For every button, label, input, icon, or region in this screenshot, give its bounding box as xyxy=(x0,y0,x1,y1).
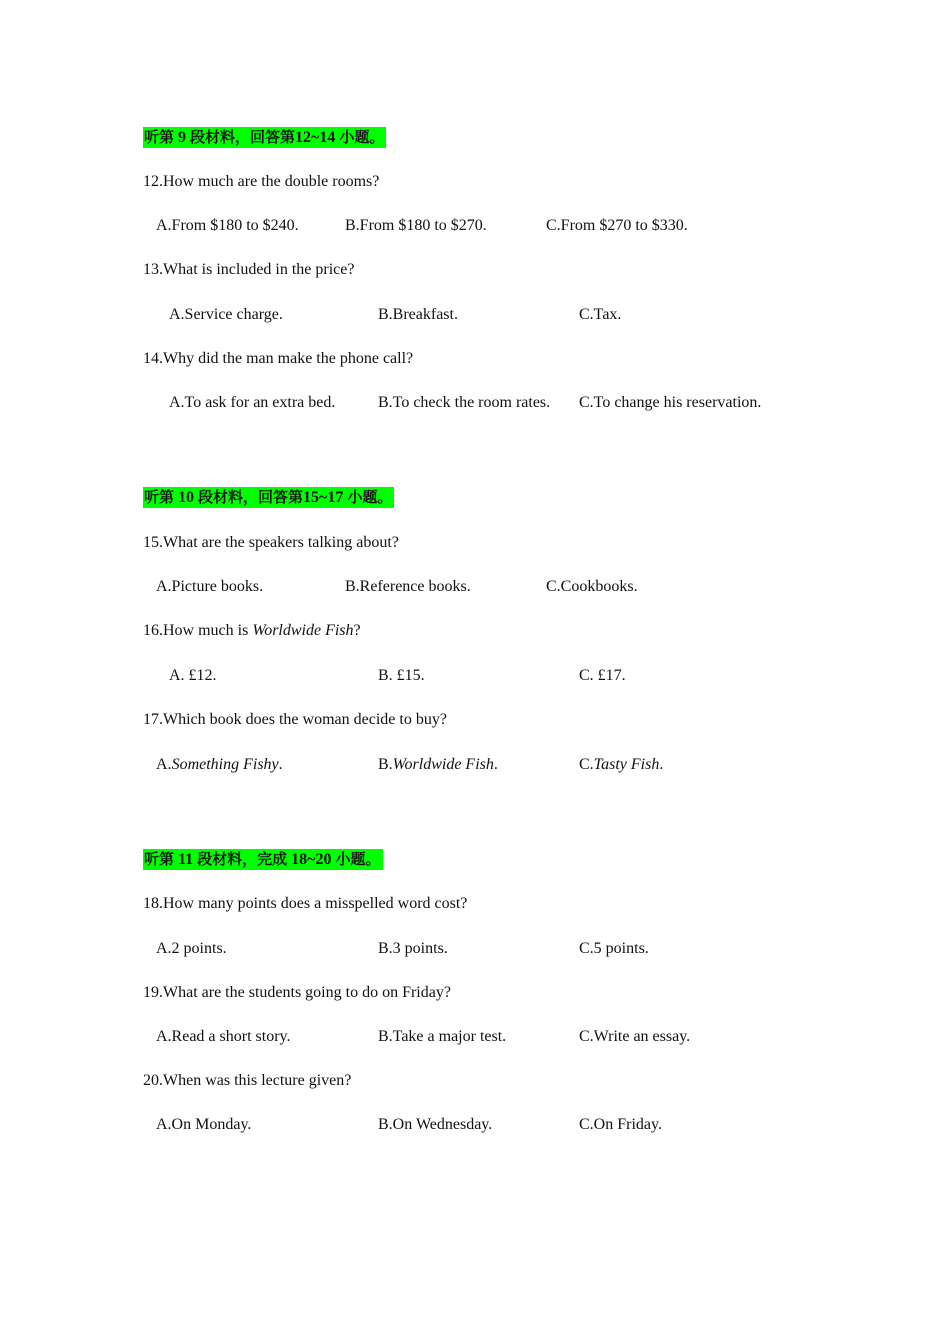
question-stem: 15.What are the speakers talking about? xyxy=(143,534,399,551)
option-b: B.On Wednesday. xyxy=(378,1116,493,1133)
option-a: A.Service charge. xyxy=(169,306,283,323)
option-a: A.Something Fishy. xyxy=(156,756,283,773)
question-stem: 14.Why did the man make the phone call? xyxy=(143,350,414,367)
option-b: B.Reference books. xyxy=(345,578,471,595)
option-c: C.Write an essay. xyxy=(579,1028,691,1045)
option-a: A.2 points. xyxy=(156,940,227,957)
option-b: B.To check the room rates. xyxy=(378,394,551,411)
option-a: A.From $180 to $240. xyxy=(156,217,299,234)
option-b: B.Worldwide Fish. xyxy=(378,756,498,773)
option-b: B.3 points. xyxy=(378,940,448,957)
option-c: C.Tasty Fish. xyxy=(579,756,664,773)
section-header: 听第 11 段材料，完成 18~20 小题。 xyxy=(144,850,381,868)
option-c: C.From $270 to $330. xyxy=(546,217,688,234)
option-a: A.On Monday. xyxy=(156,1116,252,1133)
question-stem: 18.How many points does a misspelled word cost? xyxy=(143,895,468,912)
option-c: C.Cookbooks. xyxy=(546,578,638,595)
option-b: B. £15. xyxy=(378,667,425,684)
question-stem: 16.How much is Worldwide Fish? xyxy=(143,622,361,639)
option-b: B.Take a major test. xyxy=(378,1028,507,1045)
option-c: C.5 points. xyxy=(579,940,649,957)
question-stem: 20.When was this lecture given? xyxy=(143,1072,352,1089)
option-b: B.Breakfast. xyxy=(378,306,458,323)
section-header: 听第 10 段材料，回答第15~17 小题。 xyxy=(144,488,393,506)
option-c: C.On Friday. xyxy=(579,1116,662,1133)
option-c: C. £17. xyxy=(579,667,626,684)
section-header: 听第 9 段材料，回答第12~14 小题。 xyxy=(144,128,385,146)
option-c: C.Tax. xyxy=(579,306,622,323)
option-a: A.Read a short story. xyxy=(156,1028,291,1045)
option-a: A.To ask for an extra bed. xyxy=(169,394,336,411)
option-a: A.Picture books. xyxy=(156,578,264,595)
question-stem: 19.What are the students going to do on Friday? xyxy=(143,984,451,1001)
option-c: C.To change his reservation. xyxy=(579,394,762,411)
question-stem: 13.What is included in the price? xyxy=(143,261,355,278)
question-stem: 12.How much are the double rooms? xyxy=(143,173,380,190)
option-b: B.From $180 to $270. xyxy=(345,217,487,234)
question-stem: 17.Which book does the woman decide to buy? xyxy=(143,711,447,728)
option-a: A. £12. xyxy=(169,667,217,684)
